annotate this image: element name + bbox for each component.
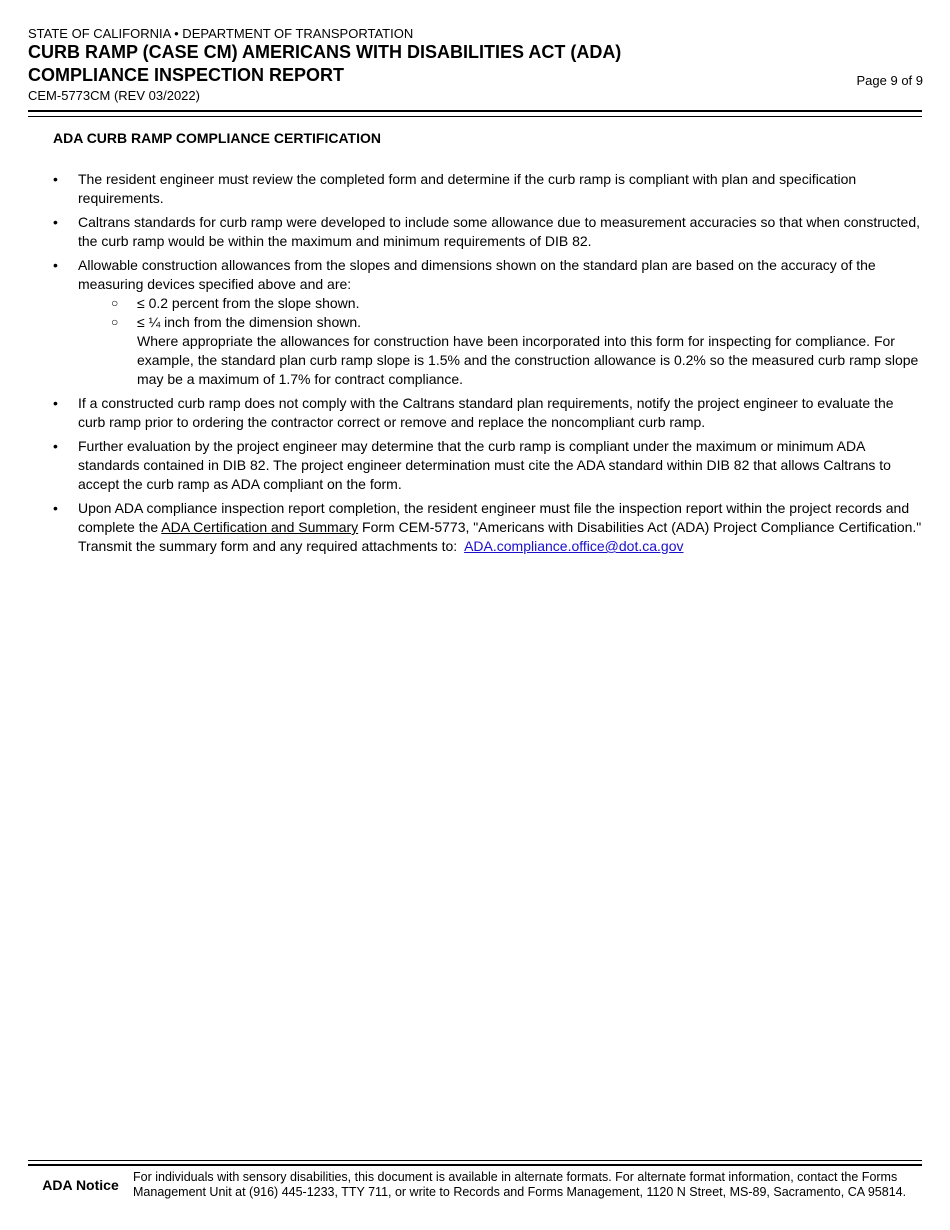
instructions-list xyxy=(53,170,923,561)
sub-list-item xyxy=(111,313,923,332)
list-item-text: Further evaluation by the project engineer may determine that the curb ramp is compliant under the maximum or minimum ADA standards contained in DIB 82. The project engineer determination must cite the ADA standard within DIB 82 that allows Caltrans to accept the curb ramp as ADA compliant on the form. xyxy=(78,438,891,492)
list-item-text-before: Upon ADA compliance inspection report completion, the resident engineer must file the inspection report within the project records and complete the xyxy=(78,500,910,535)
list-item-text: The resident engineer must review the completed form and determine if the curb ramp is compliant with plan and specification requirements. xyxy=(78,171,857,206)
list-item xyxy=(53,256,923,389)
header-divider-thin xyxy=(28,116,922,117)
form-title-line2: COMPLIANCE INSPECTION REPORT xyxy=(28,65,345,85)
ada-notice xyxy=(28,1170,922,1200)
sub-list-item-text: ≤ ¼ inch from the dimension shown. xyxy=(137,314,362,330)
list-item-text: Allowable construction allowances from the slopes and dimensions shown on the standard plan are based on the accuracy of the measuring devices specified above and are: xyxy=(78,257,876,292)
list-item-text: Caltrans standards for curb ramp were developed to include some allowance due to measurement accuracies so that when constructed, the curb ramp would be within the maximum and minimum requirements of DIB 82. xyxy=(78,214,921,249)
allowances-sublist xyxy=(111,294,923,389)
list-item-text-after: Form CEM-5773, "Americans with Disabilities Act (ADA) Project Compliance Certification." Transmit the summary form and any required attachments to: xyxy=(78,519,922,554)
list-item xyxy=(53,437,923,494)
section-title: ADA CURB RAMP COMPLIANCE CERTIFICATION xyxy=(53,130,381,146)
ada-notice-label: ADA Notice xyxy=(42,1177,119,1193)
list-item xyxy=(53,394,923,432)
list-item-text: If a constructed curb ramp does not comply with the Caltrans standard plan requirements, notify the project engineer to evaluate the curb ramp prior to ordering the contractor correct or remove and replace the noncompliant curb ramp. xyxy=(78,395,894,430)
form-number: CEM-5773CM (REV 03/2022) xyxy=(28,88,200,103)
agency-line: STATE OF CALIFORNIA • DEPARTMENT OF TRANSPORTATION xyxy=(28,26,414,41)
circle-bullet-icon: ○ xyxy=(111,296,119,310)
page-number: Page 9 of 9 xyxy=(856,73,923,88)
form-title-line1: CURB RAMP (CASE CM) AMERICANS WITH DISABILITIES ACT (ADA) xyxy=(28,42,622,62)
bullet-icon: • xyxy=(53,257,58,273)
form-header xyxy=(28,26,923,104)
bullet-icon: • xyxy=(53,171,58,187)
ada-notice-text: For individuals with sensory disabilities, this document is available in alternate formats. For alternate format information, contact the Forms Management Unit at (916) 445-1233, TTY 711, or write to Records and Forms Management, 1120 N Street, MS-89, Sacramento, CA 95814. xyxy=(133,1170,907,1199)
footer-divider-thick xyxy=(28,1164,922,1166)
circle-bullet-icon: ○ xyxy=(111,315,119,329)
header-divider-thick xyxy=(28,110,922,112)
allowance-note: Where appropriate the allowances for construction have been incorporated into this form for inspecting for compliance. For example, the standard plan curb ramp slope is 1.5% and the construction allowance is 0.2% so the measured curb ramp slope may be a maximum of 1.7% for contract compliance. xyxy=(137,333,919,387)
list-item xyxy=(53,213,923,251)
list-item xyxy=(53,170,923,208)
email-link[interactable]: ADA.compliance.office@dot.ca.gov xyxy=(464,538,684,554)
footer-divider-thin xyxy=(28,1160,922,1161)
bullet-icon: • xyxy=(53,214,58,230)
list-item xyxy=(53,499,923,556)
bullet-icon: • xyxy=(53,500,58,516)
certification-form-reference: ADA Certification and Summary xyxy=(161,519,359,535)
sub-list-item xyxy=(111,294,923,313)
sub-list-item-text: ≤ 0.2 percent from the slope shown. xyxy=(137,295,360,311)
bullet-icon: • xyxy=(53,395,58,411)
bullet-icon: • xyxy=(53,438,58,454)
